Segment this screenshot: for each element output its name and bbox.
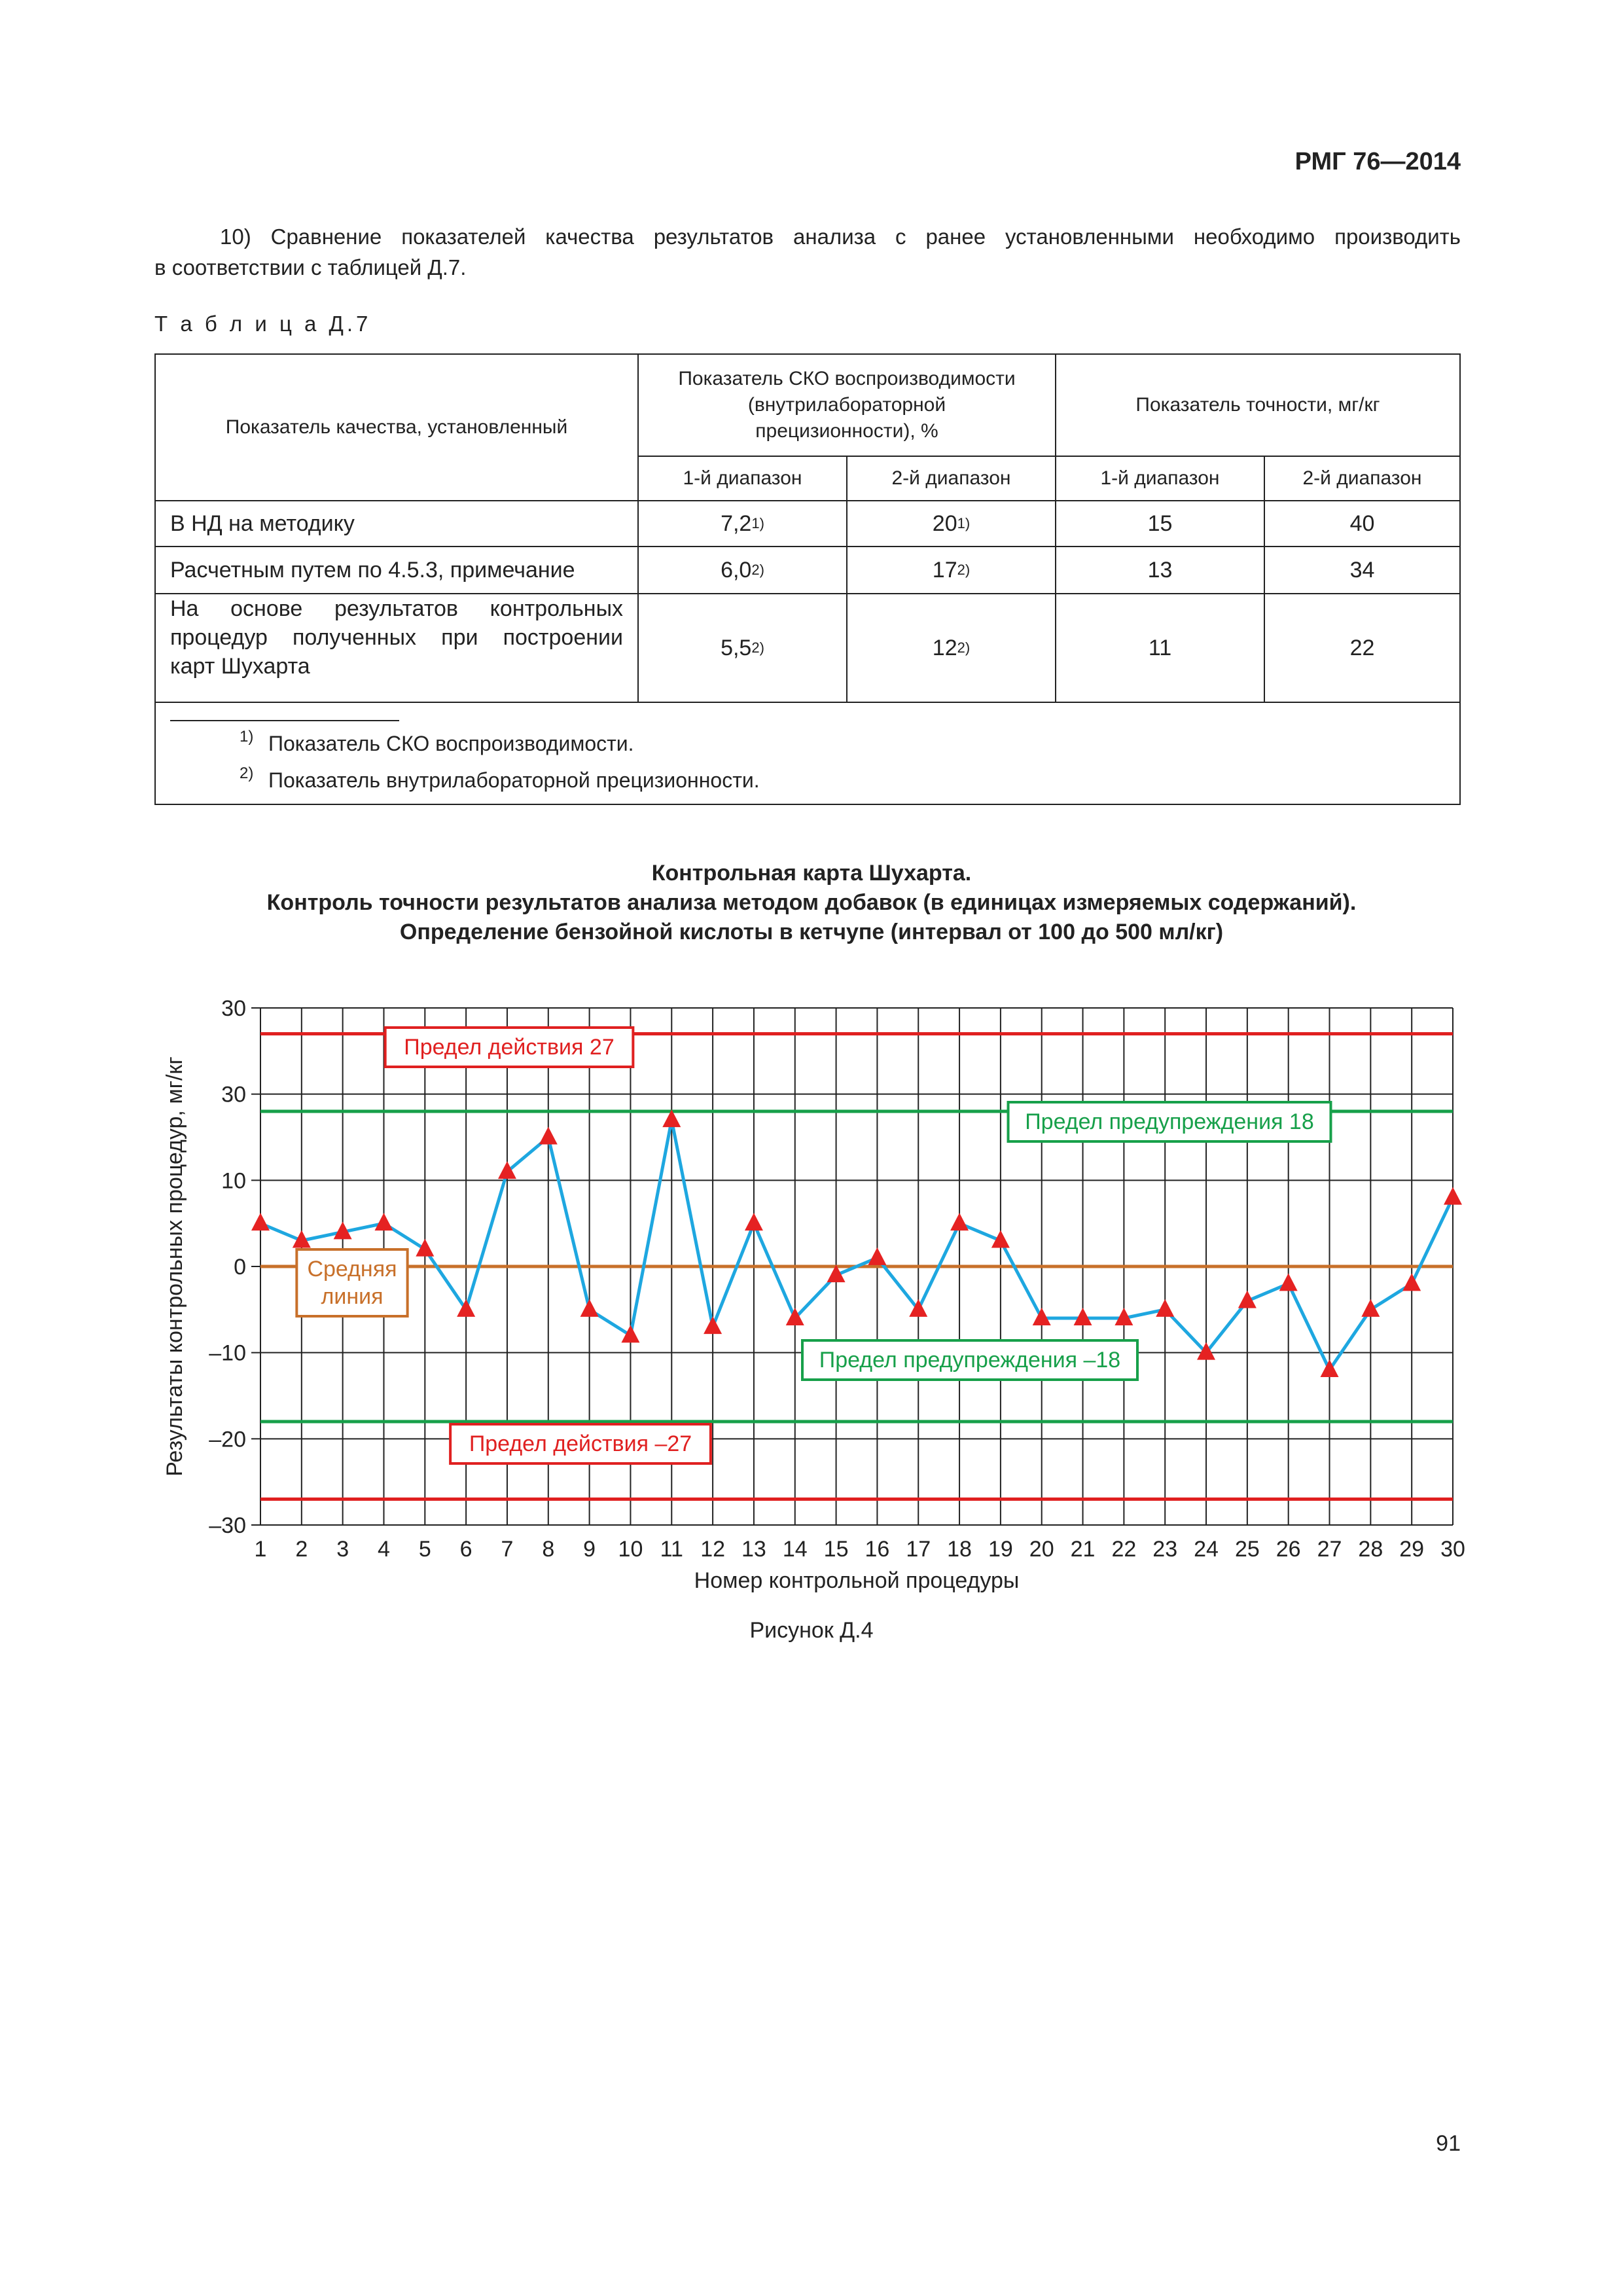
y-tick-label: 10	[221, 1168, 246, 1194]
row1-sko2: 20 1)	[932, 511, 971, 536]
x-tick-label: 15	[823, 1537, 849, 1562]
document-code: РМГ 76—2014	[1294, 148, 1461, 175]
data-point-marker	[416, 1239, 434, 1257]
data-point-marker	[580, 1299, 599, 1317]
x-tick-label: 22	[1111, 1537, 1137, 1562]
footnote-2: 2) Показатель внутрилабораторной прецизионности.	[240, 764, 760, 792]
x-tick-label: 5	[418, 1537, 431, 1562]
data-point-marker	[1402, 1273, 1421, 1291]
warning-limit-lower-label	[802, 1340, 1137, 1380]
y-tick-label: –30	[209, 1513, 246, 1538]
x-tick-label: 28	[1358, 1537, 1383, 1562]
data-point-marker	[1279, 1273, 1298, 1291]
y-axis-title: Результаты контрольных процедур, мг/кг	[162, 1056, 187, 1477]
x-axis-title: Номер контрольной процедуры	[694, 1568, 1020, 1593]
y-tick-label: –20	[209, 1427, 246, 1452]
series-line	[260, 1120, 1453, 1370]
row2-label: Расчетным путем по 4.5.3, примечание	[170, 557, 575, 583]
data-point-marker	[621, 1325, 639, 1342]
x-tick-label: 24	[1194, 1537, 1219, 1562]
mean-line-label-text: Средняя	[307, 1257, 397, 1282]
x-tick-label: 26	[1275, 1537, 1301, 1562]
header-sko	[639, 355, 1055, 456]
x-tick-label: 1	[254, 1537, 267, 1562]
action-limit-lower-label-text: Предел действия –27	[469, 1431, 692, 1456]
mean-line-label	[296, 1249, 407, 1316]
row2-sko1: 6,0 2)	[721, 557, 764, 583]
x-tick-label: 13	[741, 1537, 766, 1562]
y-tick-label: 0	[234, 1255, 246, 1280]
data-point-marker	[539, 1127, 558, 1145]
intro-paragraph	[154, 221, 1461, 283]
table-caption: Т а б л и ц а Д.7	[154, 312, 372, 336]
footnote-1: 1) Показатель СКО воспроизводимости.	[240, 728, 634, 755]
x-tick-label: 17	[906, 1537, 931, 1562]
footnote-rule	[170, 720, 399, 721]
y-tick-label: 30	[221, 1082, 246, 1107]
header-range-2: 2-й диапазон	[891, 467, 1011, 489]
data-point-marker	[251, 1213, 270, 1230]
row1-sko1: 7,2 1)	[721, 511, 764, 536]
y-tick-label: 30	[221, 996, 246, 1021]
header-sko-line1: Показатель СКО воспроизводимости	[678, 368, 1016, 389]
x-tick-label: 6	[459, 1537, 473, 1562]
data-point-marker	[1444, 1187, 1462, 1205]
row3-acc2: 22	[1349, 635, 1375, 660]
data-point-marker	[498, 1161, 516, 1179]
data-point-marker	[745, 1213, 763, 1230]
row3-label	[156, 594, 637, 702]
data-point-marker	[950, 1213, 969, 1230]
x-tick-label: 14	[782, 1537, 808, 1562]
x-tick-label: 4	[378, 1537, 390, 1562]
quality-table	[154, 353, 1461, 805]
header-sko-line2: (внутрилабораторной	[747, 394, 946, 416]
row3-label-line2: процедур полученных при построении	[170, 625, 623, 650]
data-point-marker	[374, 1213, 393, 1230]
mean-line-label-text: линия	[321, 1284, 383, 1309]
data-point-marker	[868, 1247, 886, 1265]
chart-title-line3: Определение бензойной кислоты в кетчупе (интервал от 100 до 500 мл/кг)	[399, 920, 1224, 944]
x-tick-label: 12	[700, 1537, 726, 1562]
intro-line-2: в соответствии с таблицей Д.7.	[154, 255, 467, 279]
action-limit-upper-label	[385, 1028, 633, 1067]
x-tick-label: 8	[542, 1537, 555, 1562]
warning-limit-lower-label-text: Предел предупреждения –18	[819, 1348, 1121, 1372]
row3-sko2: 12 2)	[932, 635, 971, 660]
x-tick-label: 27	[1317, 1537, 1342, 1562]
header-range-1: 1-й диапазон	[683, 467, 802, 489]
warning-limit-upper-label	[1008, 1102, 1331, 1141]
x-tick-label: 9	[583, 1537, 596, 1562]
header-range-3: 1-й диапазон	[1100, 467, 1220, 489]
x-tick-label: 7	[501, 1537, 514, 1562]
warning-limit-upper-label-text: Предел предупреждения 18	[1025, 1109, 1314, 1134]
row2-acc1: 13	[1147, 557, 1173, 583]
action-limit-lower-label	[450, 1424, 711, 1463]
header-accuracy: Показатель точности, мг/кг	[1135, 394, 1380, 416]
x-tick-label: 20	[1029, 1537, 1054, 1562]
header-quality: Показатель качества, установленный	[225, 416, 568, 438]
y-tick-label: –10	[209, 1340, 246, 1366]
chart-title	[0, 859, 1623, 947]
x-tick-label: 3	[336, 1537, 349, 1562]
x-tick-label: 19	[988, 1537, 1013, 1562]
x-tick-label: 29	[1399, 1537, 1425, 1562]
x-tick-label: 2	[295, 1537, 308, 1562]
shewhart-chart	[0, 969, 1623, 1597]
data-point-marker	[704, 1316, 722, 1334]
x-tick-label: 21	[1070, 1537, 1096, 1562]
x-tick-label: 10	[618, 1537, 643, 1562]
x-tick-label: 18	[947, 1537, 972, 1562]
data-point-marker	[1361, 1299, 1380, 1317]
chart-title-line2: Контроль точности результатов анализа методом добавок (в единицах измеряемых содержаний).	[266, 890, 1357, 915]
row2-acc2: 34	[1349, 557, 1375, 583]
row3-label-line1: На основе результатов контрольных	[170, 596, 623, 621]
x-tick-label: 25	[1234, 1537, 1260, 1562]
row2-sko2: 17 2)	[932, 557, 971, 583]
x-tick-label: 16	[865, 1537, 890, 1562]
x-tick-label: 11	[660, 1537, 683, 1562]
header-sko-line3: прецизионности), %	[755, 420, 938, 442]
intro-line-1: 10) Сравнение показателей качества результатов анализа с ранее установленными необходимо производить	[220, 224, 1461, 249]
action-limit-upper-label-text: Предел действия 27	[404, 1035, 615, 1060]
x-tick-label: 23	[1152, 1537, 1178, 1562]
x-tick-label: 30	[1440, 1537, 1465, 1562]
data-point-marker	[1156, 1299, 1174, 1317]
row1-acc1: 15	[1147, 511, 1173, 536]
row3-acc1: 11	[1148, 635, 1172, 660]
row3-sko1: 5,5 2)	[721, 635, 764, 660]
chart-title-line1: Контрольная карта Шухарта.	[651, 861, 972, 886]
header-range-4: 2-й диапазон	[1302, 467, 1422, 489]
row3-label-line3: карт Шухарта	[170, 654, 310, 679]
row1-acc2: 40	[1349, 511, 1375, 536]
figure-caption: Рисунок Д.4	[749, 1618, 874, 1643]
row1-label: В НД на методику	[170, 511, 355, 536]
page-number: 91	[1436, 2131, 1461, 2156]
